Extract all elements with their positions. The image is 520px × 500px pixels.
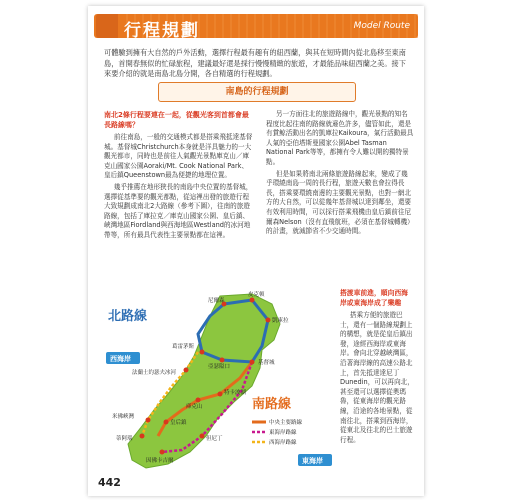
city-marker-arthurs-pass: [220, 358, 225, 363]
place-label: 基督城: [258, 360, 275, 366]
city-marker-milford: [146, 418, 151, 423]
south-route-label: 南路線: [252, 397, 292, 412]
city-marker-invercargill: [160, 450, 165, 455]
south-island-route-map: [102, 290, 342, 476]
city-marker-queenstown: [164, 420, 169, 425]
guidebook-page: [88, 6, 424, 496]
intro-paragraph: 可體驗到擁有大自然的戶外活動，選擇行程最有趣有的紐西蘭，與其在短時間內從北島移至東南島，首開春無似的忙碌旅程，建議最好還是採行慢慢精緻的旅遊，才最能品味紐西蘭之美。接下來要介紹的就是南島北島分開，各自精選的行程規劃。: [104, 48, 406, 78]
place-label: 但尼丁: [206, 436, 223, 442]
place-label: 法蘭士約瑟夫冰河: [132, 370, 177, 376]
north-route-label: 北路線: [108, 309, 148, 324]
city-marker-te-anau: [140, 434, 145, 439]
city-marker-greymouth: [200, 350, 205, 355]
right-lower-question: 搭渡車前進，順向西海岸或東海岸成了樂趣: [340, 289, 408, 307]
page-title: 行程規劃: [124, 21, 200, 41]
right-column: [266, 110, 414, 239]
city-marker-tekapo: [218, 392, 223, 397]
page-header: [88, 10, 424, 42]
place-label: 皇后鎮: [170, 420, 187, 426]
place-label: 庫克山: [186, 404, 203, 410]
place-label: 凱庫拉: [272, 318, 289, 324]
section-heading: 南島的行程規劃: [158, 82, 356, 102]
place-label: 因佛卡吉爾: [146, 458, 174, 464]
map-legend: [252, 418, 303, 446]
right-lower-column: [340, 288, 414, 447]
right-paragraph: 但是如果將南北兩條旅遊路線起來，變成了幾乎環繞南島一周的長行程，旅遊天數也會拉得長長，搭乘要環繞南邊的主要觀光景點，也對一網北方的大自然，可以從幾年基督城以達到鄰坐，還要有效利用時間，可以採行搭乘飛機由皇后鎮前往尼爾森Nelson（沒有直飛航班，必須在基督城轉機）的計畫，就減節省不少交通時間。: [266, 169, 414, 236]
left-paragraph: 前往南島，一般的交通模式都是搭乘飛抵達基督城。基督城Christchurch本身就是洋具魅力的一大觀光都市，同時也是前往人氣觀光景點庫克山／庫克山國家公園Aoraki/Mt. Cook National Park、皇后鎮Queenstown最為便捷的地理位置。: [104, 133, 253, 180]
city-marker-mt-cook: [196, 398, 201, 403]
place-label: 蒂阿瑙: [116, 436, 133, 442]
city-marker-dunedin: [200, 434, 205, 439]
place-label: 米佛峽灣: [112, 414, 135, 420]
page-subtitle: Model Route: [353, 21, 410, 31]
place-label: 皮克頓: [248, 292, 265, 298]
legend-item: 中央主要路線: [269, 420, 303, 426]
legend-item: 西海岸路線: [269, 440, 297, 446]
city-marker-picton: [250, 298, 255, 303]
left-paragraph: 幾乎推薦在地形狹長的南島中央位置的基督城，選擇從基準要的觀光都點，從這裡出發的旅遊行程大致規劃成南北2大路線（參考下圖），往南的旅遊路線，包括了庫拉克／庫克山國家公園、皇后鎮、峽灣地區Fiordland與西海地區Westland的冰河地帶等，所有最具代表性主要景點都在這裡。: [104, 182, 253, 239]
header-tab-icon: [96, 14, 118, 38]
place-label: 特卡波湖: [224, 390, 247, 396]
right-lower-paragraph: 搭乘方便的旅遊巴士，還有一個路線規劃上的構想，就是從皇后鎮出發，途經西海岸或東海岸。會向北穿越峽灣區，沿著海岸線的高速公路北上，首先抵達達尼丁Dunedin，可以再向北，甚至還可以選擇從奧瑪魯，從東海岸的觀光路線，沿途的各地景點，從南往北，搭乘到西海岸，從東北及往北的巴士旅遊行程。: [340, 311, 414, 444]
city-marker-christchurch: [250, 360, 255, 365]
page-number: 442: [98, 476, 121, 489]
city-marker-kaikoura: [266, 318, 271, 323]
right-paragraph: 另一方面往北的旅遊路線中，觀光景點的知名程度比起往南的路線就遜色許多，儘管如此，還是有賞鯨活動出名的凱庫拉Kaikoura，氣行活動最具人氣的亞伯塔斯曼國家公園Abel Tasman National Park等等，都擁有令人難以開的獨特景點。: [266, 110, 414, 166]
place-label: 尼爾森: [208, 298, 225, 304]
city-marker-franz-josef: [184, 368, 189, 373]
east-coast-label: 東海岸: [302, 457, 323, 465]
place-label: 葛雷茅斯: [172, 344, 195, 350]
west-coast-label: 西海岸: [110, 355, 131, 363]
legend-item: 東海岸路線: [269, 430, 297, 436]
place-label: 亞瑟隘口: [208, 364, 231, 370]
left-column: [104, 110, 254, 243]
left-question: 南北2條行程要連在一起，從觀光客到首都會最長路線嗎？: [104, 111, 249, 129]
